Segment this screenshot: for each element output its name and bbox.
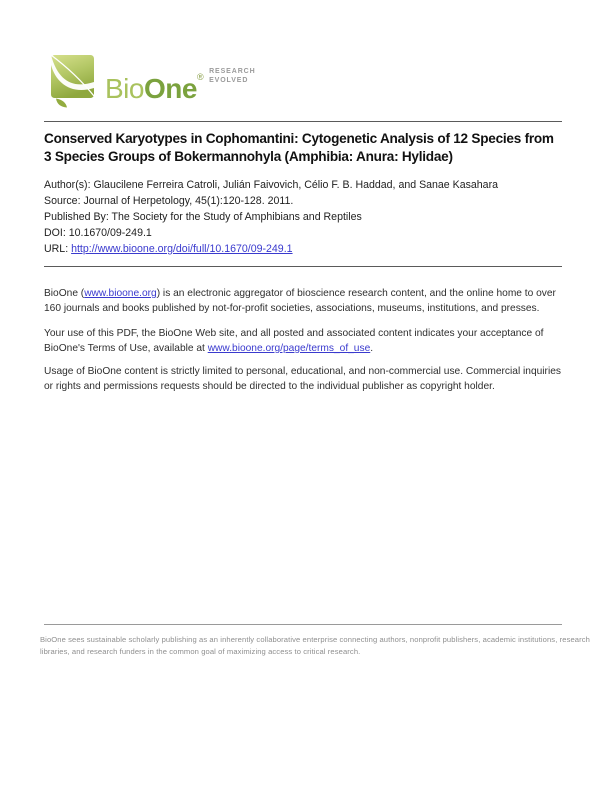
bioone-leaf-icon <box>50 54 96 108</box>
source-label: Source: <box>44 195 84 207</box>
paragraph-aggregator-line1 <box>44 286 556 301</box>
logo-tagline <box>209 54 255 98</box>
wordmark-bio: Bio <box>105 73 144 104</box>
divider-footer <box>44 624 562 625</box>
bioone-org-link[interactable]: www.bioone.org <box>84 288 157 299</box>
tagline-line2: EVOLVED <box>209 77 249 84</box>
article-title-line1: Conserved Karyotypes in Cophomantini: Cytogenetic Analysis of 12 Species from <box>44 131 554 146</box>
paragraph-aggregator-line2: 160 journals and books published by not-for-profit societies, associations, museums, institutions, and presses. <box>44 303 540 314</box>
url-label: URL: <box>44 243 72 255</box>
registered-trademark-mark: ® <box>196 72 204 82</box>
url-row <box>44 241 498 257</box>
article-title <box>44 130 554 166</box>
publisher-row <box>44 209 498 225</box>
article-url-link[interactable]: http://www.bioone.org/doi/full/10.1670/09-249.1 <box>71 243 293 255</box>
publisher-value: The Society for the Study of Amphibians and Reptiles <box>111 211 362 223</box>
source-value: Journal of Herpetology, 45(1):120-128. 2011. <box>83 195 294 207</box>
p2-text-after: . <box>370 343 374 354</box>
publisher-label: Published By: <box>44 211 112 223</box>
footer-line2: libraries, and research funders in the common goal of maximizing access to critical research. <box>40 647 361 656</box>
paragraph-aggregator <box>44 286 556 316</box>
p1-text-before: BioOne ( <box>44 288 85 299</box>
doi-row <box>44 225 498 241</box>
paragraph-terms-line2 <box>44 341 544 356</box>
divider-middle <box>44 266 562 267</box>
source-row <box>44 193 498 209</box>
wordmark-one: One <box>143 73 197 104</box>
article-meta <box>44 177 498 257</box>
article-title-line2: 3 Species Groups of Bokermannohyla (Amphibia: Anura: Hylidae) <box>44 149 453 164</box>
p2-text-before: BioOne's Terms of Use, available at <box>44 343 208 354</box>
paragraph-terms <box>44 326 544 356</box>
paragraph-terms-line1: Your use of this PDF, the BioOne Web site, and all posted and associated content indicates your acceptance of <box>44 328 544 339</box>
doi-label: DOI: <box>44 227 69 239</box>
bioone-wordmark <box>105 54 204 104</box>
bioone-logo <box>50 54 256 108</box>
p1-text-after: ) is an electronic aggregator of bioscience research content, and the online home to over <box>156 288 556 299</box>
paragraph-usage <box>44 364 561 394</box>
tagline-line1: RESEARCH <box>209 68 256 75</box>
paragraph-usage-line1: Usage of BioOne content is strictly limited to personal, educational, and non-commercial use. Commercial inquiries <box>44 366 561 377</box>
authors-value: Glaucilene Ferreira Catroli, Julián Faivovich, Célio F. B. Haddad, and Sanae Kasahara <box>93 179 498 191</box>
authors-row <box>44 177 498 193</box>
paragraph-usage-line2: or rights and permissions requests should be directed to the individual publisher as copyright holder. <box>44 381 495 392</box>
doi-value: 10.1670/09-249.1 <box>68 227 152 239</box>
authors-label: Author(s): <box>44 179 94 191</box>
terms-of-use-link[interactable]: www.bioone.org/page/terms_of_use <box>207 343 371 354</box>
footer-line1: BioOne sees sustainable scholarly publishing as an inherently collaborative enterprise connecting authors, nonprofit publishers, academic institutions, research <box>40 635 590 644</box>
footer-mission-statement <box>40 634 590 658</box>
divider-top <box>44 121 562 122</box>
